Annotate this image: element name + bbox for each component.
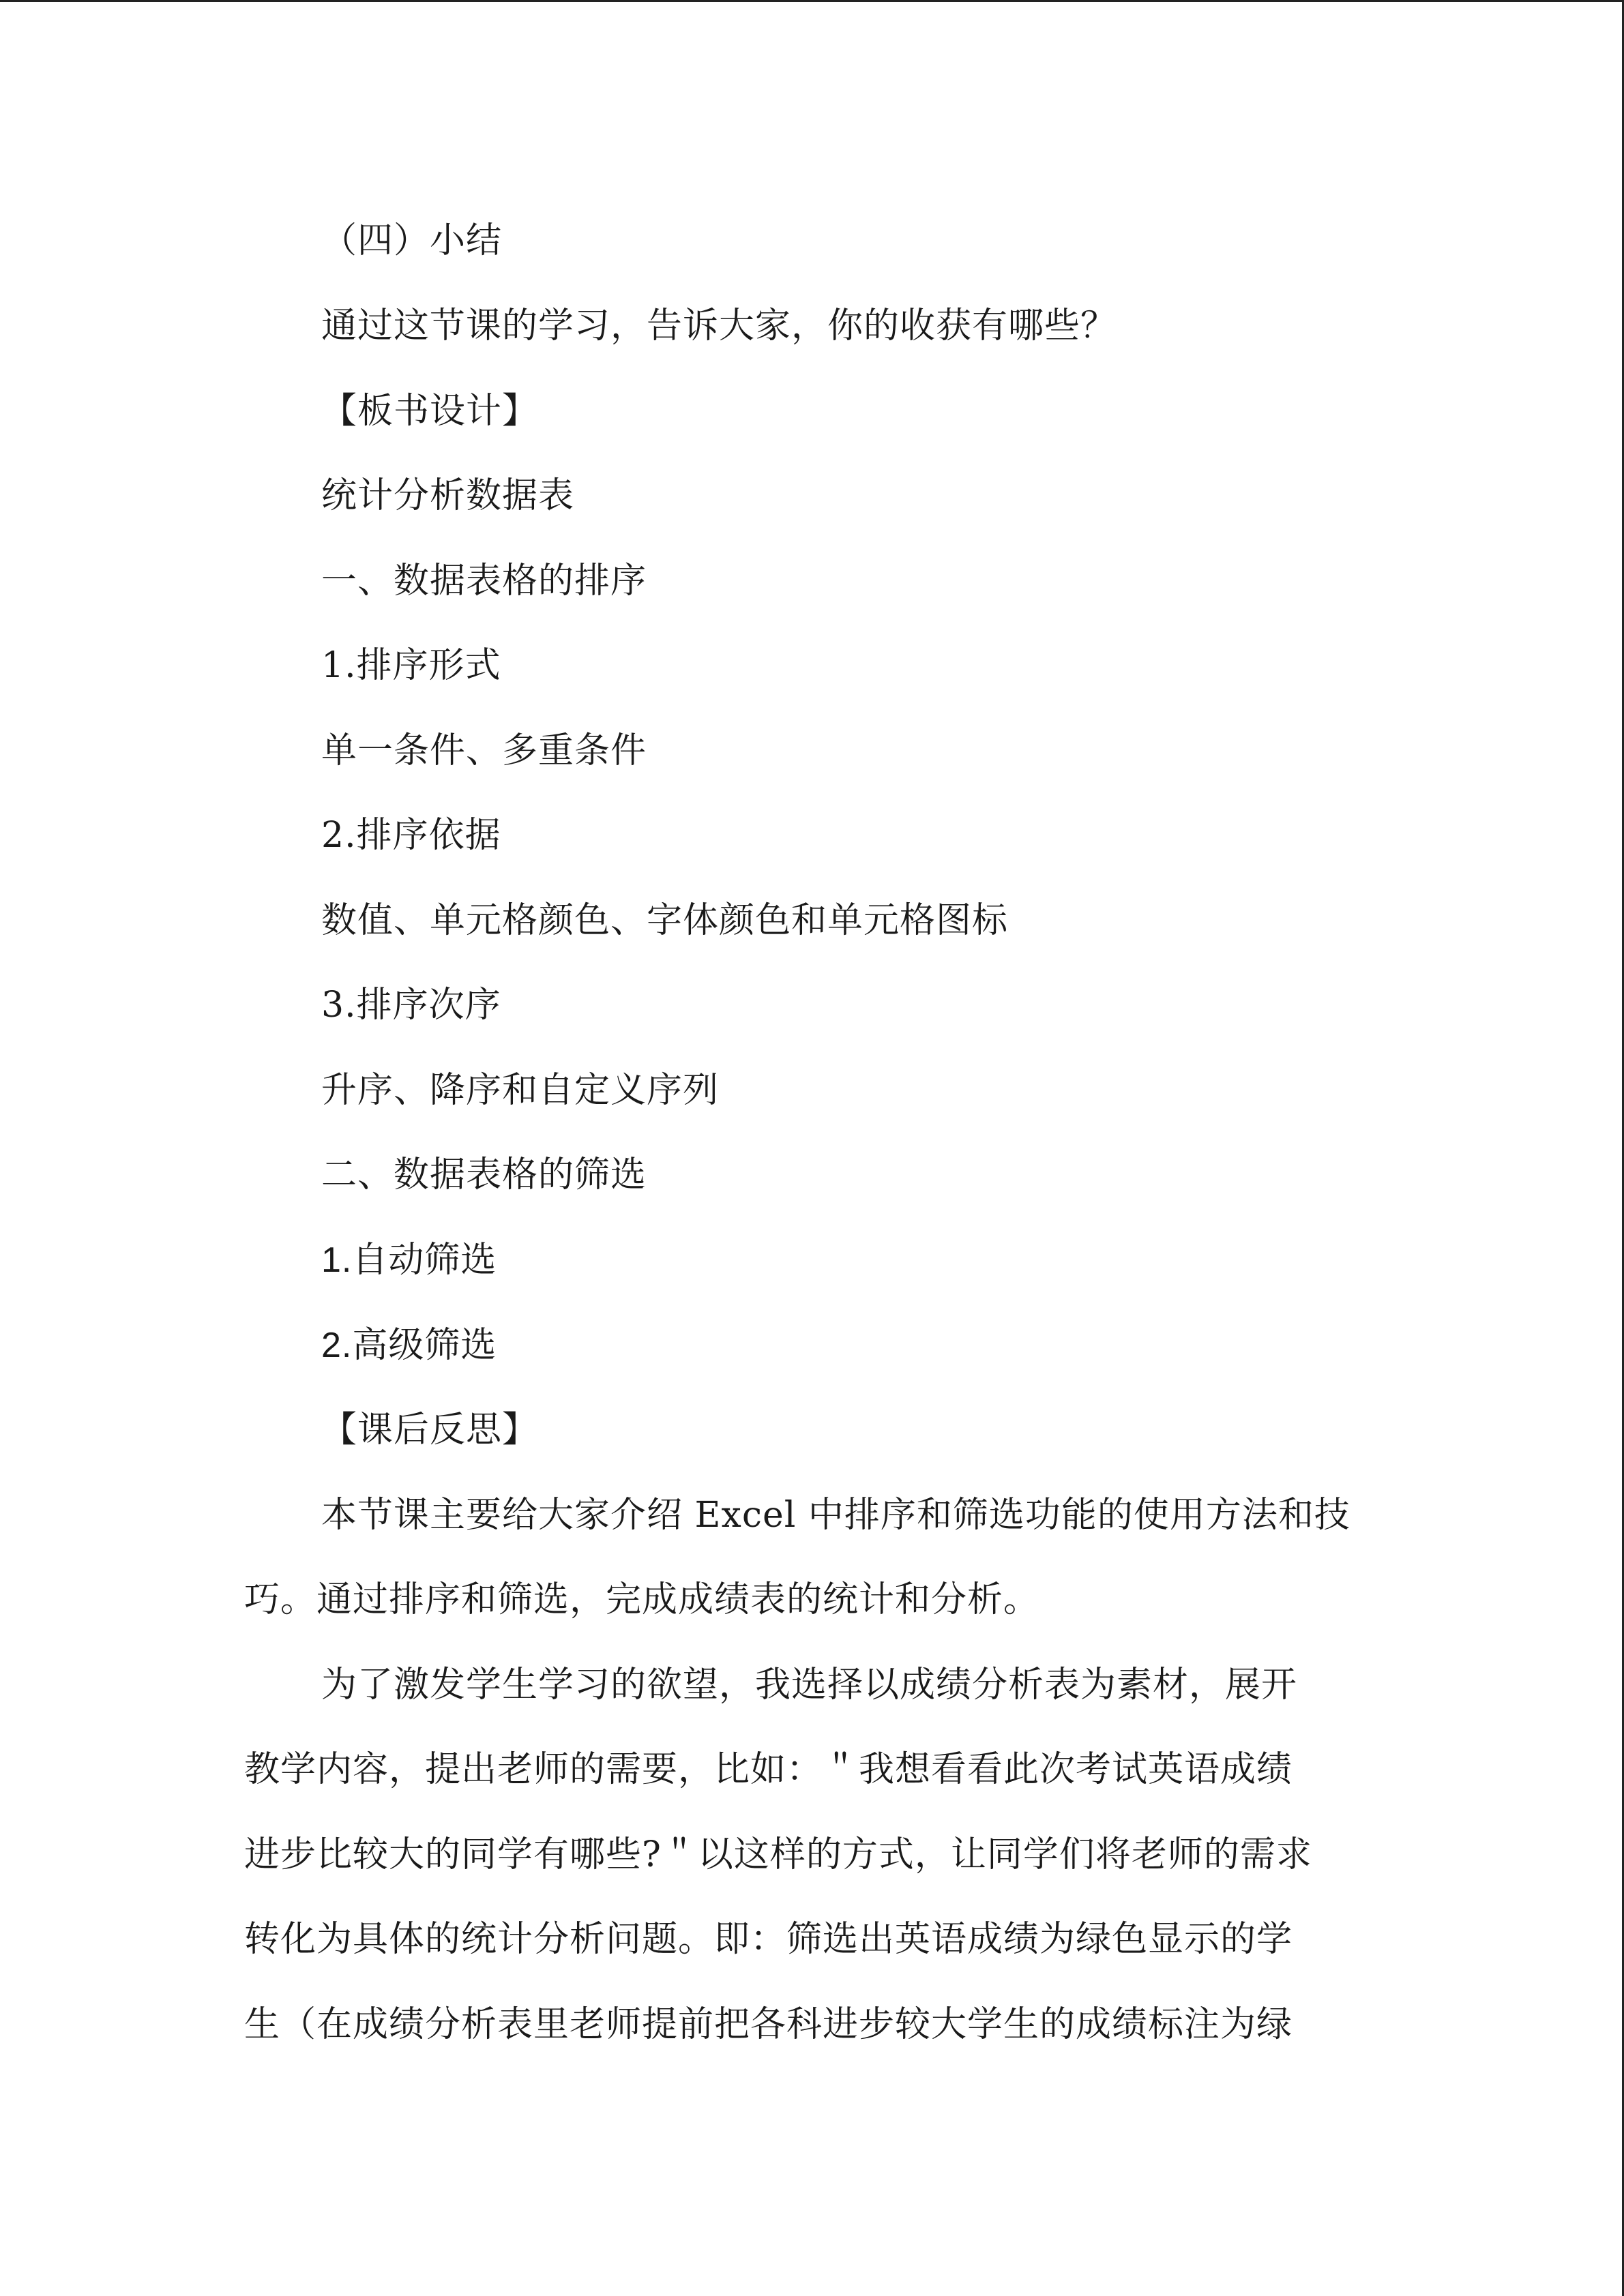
summary-question: 通过这节课的学习，告诉大家，你的收获有哪些？ bbox=[321, 305, 1117, 346]
section-heading-summary: （四）小结 bbox=[321, 220, 503, 261]
board-design-heading: 【板书设计】 bbox=[321, 391, 539, 432]
reflection-paragraph-1-line-2: 巧。通过排序和筛选，完成成绩表的统计和分析。 bbox=[244, 1579, 1040, 1620]
outline-heading-sorting: 一、数据表格的排序 bbox=[321, 561, 647, 601]
reflection-paragraph-2-line-5: 生（在成绩分析表里老师提前把各科进步较大学生的成绩标注为绿 bbox=[244, 2004, 1293, 2045]
reflection-paragraph-2-line-4: 转化为具体的统计分析问题。即：筛选出英语成绩为绿色显示的学 bbox=[244, 1919, 1293, 1960]
reflection-heading: 【课后反思】 bbox=[321, 1410, 539, 1450]
outline-text-sort-basis: 数值、单元格颜色、字体颜色和单元格图标 bbox=[321, 900, 1009, 941]
reflection-paragraph-1-line-1: 本节课主要给大家介绍 Excel 中排序和筛选功能的使用方法和技 bbox=[321, 1495, 1350, 1536]
reflection-paragraph-2-line-1: 为了激发学生学习的欲望，我选择以成绩分析表为素材，展开 bbox=[321, 1665, 1298, 1705]
outline-text-sort-form: 单一条件、多重条件 bbox=[321, 730, 647, 771]
outline-item-auto-filter: 1.自动筛选 bbox=[321, 1240, 497, 1280]
outline-item-sort-form: 1.排序形式 bbox=[321, 645, 501, 686]
board-title: 统计分析数据表 bbox=[321, 475, 575, 516]
outline-heading-filtering: 二、数据表格的筛选 bbox=[321, 1154, 647, 1195]
outline-item-sort-basis: 2.排序依据 bbox=[321, 815, 501, 856]
outline-item-advanced-filter: 2.高级筛选 bbox=[321, 1326, 497, 1365]
reflection-paragraph-2-line-3: 进步比较大的同学有哪些?＂以这样的方式，让同学们将老师的需求 bbox=[244, 1834, 1312, 1875]
outline-text-sort-order: 升序、降序和自定义序列 bbox=[321, 1070, 720, 1111]
reflection-paragraph-2-line-2: 教学内容，提出老师的需要，比如：＂我想看看此次考试英语成绩 bbox=[244, 1749, 1293, 1790]
outline-item-sort-order: 3.排序次序 bbox=[321, 985, 501, 1026]
